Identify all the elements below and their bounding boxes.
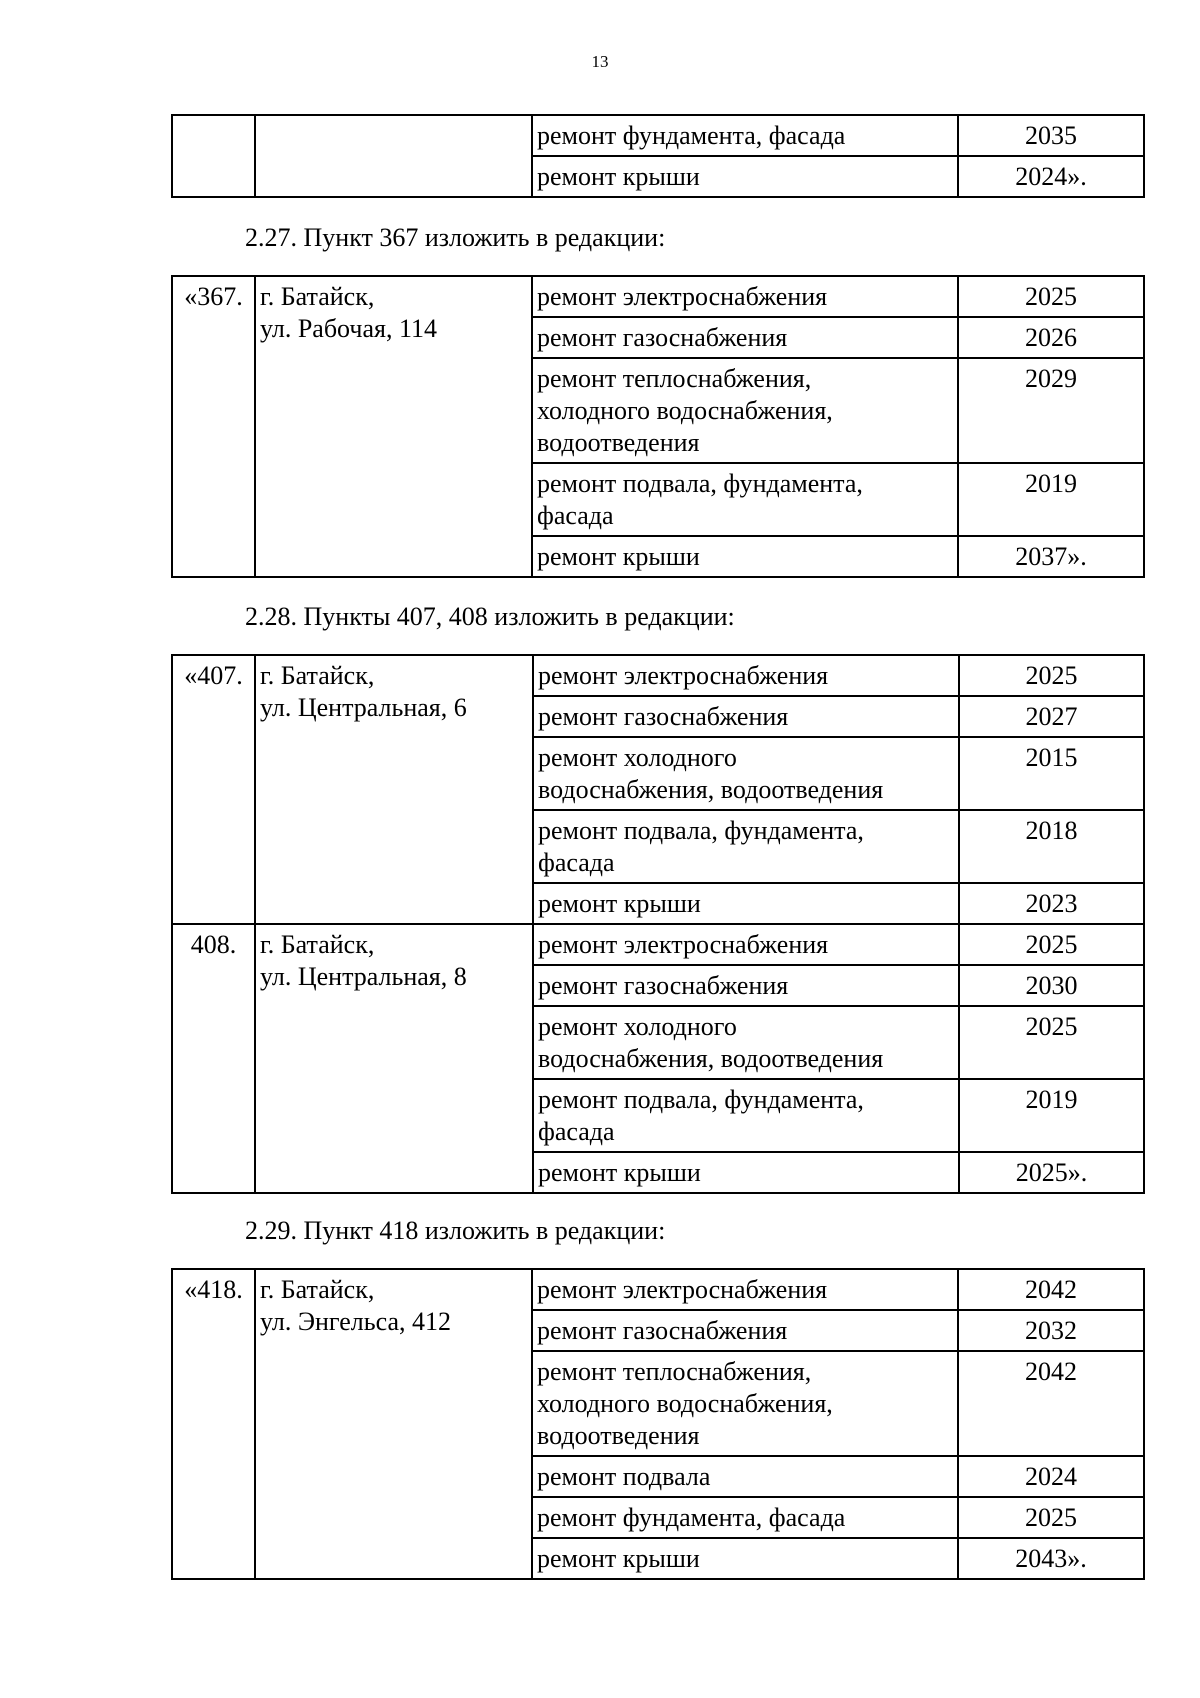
- year-cell: 2030: [959, 965, 1144, 1006]
- item-table-418: [171, 1268, 1145, 1580]
- year-cell: 2024: [958, 1456, 1144, 1497]
- work-cell: ремонт электроснабжения: [532, 1269, 958, 1310]
- work-line: холодного водоснабжения,: [537, 1389, 833, 1418]
- work-line: ремонт подвала, фундамента,: [538, 816, 864, 845]
- year-cell: 2025: [959, 924, 1144, 965]
- year-cell: 2025».: [959, 1152, 1144, 1193]
- year-cell: 2025: [959, 1006, 1144, 1079]
- section-heading-2-29: 2.29. Пункт 418 изложить в редакции:: [245, 1216, 666, 1245]
- work-cell: [533, 1079, 959, 1152]
- work-line: ремонт подвала, фундамента,: [537, 469, 863, 498]
- item-address: [255, 1269, 532, 1579]
- work-cell: [532, 463, 958, 536]
- address-cell: [255, 115, 532, 197]
- year-cell: 2025: [959, 655, 1144, 696]
- year-cell: 2025: [958, 1497, 1144, 1538]
- address-line: г. Батайск,: [260, 661, 375, 690]
- year-cell: 2025: [958, 276, 1144, 317]
- section-heading-2-27: 2.27. Пункт 367 изложить в редакции:: [245, 223, 666, 252]
- page-number: 13: [591, 52, 609, 71]
- year-cell: 2042: [958, 1351, 1144, 1456]
- work-line: ремонт холодного: [538, 743, 737, 772]
- address-line: ул. Центральная, 6: [260, 693, 467, 722]
- work-line: водоотведения: [537, 1421, 700, 1450]
- number-cell: [172, 115, 255, 197]
- work-line: водоотведения: [537, 428, 700, 457]
- work-cell: [532, 1351, 958, 1456]
- work-cell: [533, 737, 959, 810]
- work-cell: ремонт электроснабжения: [533, 924, 959, 965]
- year-cell: 2027: [959, 696, 1144, 737]
- address-line: ул. Рабочая, 114: [260, 314, 437, 343]
- year-cell: 2024».: [958, 156, 1144, 197]
- year-cell: 2019: [958, 463, 1144, 536]
- work-cell: [532, 358, 958, 463]
- address-line: ул. Центральная, 8: [260, 962, 467, 991]
- work-cell: [533, 810, 959, 883]
- year-cell: 2026: [958, 317, 1144, 358]
- work-cell: [533, 1006, 959, 1079]
- work-cell: ремонт крыши: [532, 536, 958, 577]
- work-cell: ремонт фундамента, фасада: [532, 1497, 958, 1538]
- year-cell: 2029: [958, 358, 1144, 463]
- work-cell: ремонт электроснабжения: [533, 655, 959, 696]
- work-cell: ремонт подвала: [532, 1456, 958, 1497]
- work-line: водоснабжения, водоотведения: [538, 775, 884, 804]
- address-line: г. Батайск,: [260, 282, 375, 311]
- year-cell: 2035: [958, 115, 1144, 156]
- work-line: холодного водоснабжения,: [537, 396, 833, 425]
- table-row: [172, 115, 1144, 156]
- year-cell: 2019: [959, 1079, 1144, 1152]
- table-row: [172, 276, 1144, 317]
- item-table-367: [171, 275, 1145, 578]
- work-line: ремонт теплоснабжения,: [537, 1357, 812, 1386]
- work-cell: ремонт крыши: [533, 1152, 959, 1193]
- table-row: [172, 655, 1144, 696]
- work-cell: ремонт газоснабжения: [533, 965, 959, 1006]
- item-address: [255, 276, 532, 577]
- year-cell: 2015: [959, 737, 1144, 810]
- address-line: ул. Энгельса, 412: [260, 1307, 452, 1336]
- item-address: [255, 655, 533, 924]
- work-cell: ремонт газоснабжения: [532, 1310, 958, 1351]
- work-cell: ремонт крыши: [532, 1538, 958, 1579]
- work-cell: ремонт крыши: [533, 883, 959, 924]
- work-line: фасада: [538, 848, 615, 877]
- section-heading-2-28: 2.28. Пункты 407, 408 изложить в редакции:: [245, 602, 735, 631]
- item-address: [255, 924, 533, 1193]
- continuation-table: [171, 114, 1145, 198]
- item-number: 408.: [172, 924, 255, 1193]
- table-row: [172, 924, 1144, 965]
- work-cell: ремонт электроснабжения: [532, 276, 958, 317]
- year-cell: 2032: [958, 1310, 1144, 1351]
- item-number: «418.: [172, 1269, 255, 1579]
- table-row: [172, 1269, 1144, 1310]
- work-cell: ремонт фундамента, фасада: [532, 115, 958, 156]
- address-line: г. Батайск,: [260, 1275, 375, 1304]
- item-table-407-408: [171, 654, 1145, 1194]
- year-cell: 2042: [958, 1269, 1144, 1310]
- year-cell: 2023: [959, 883, 1144, 924]
- work-cell: ремонт крыши: [532, 156, 958, 197]
- year-cell: 2018: [959, 810, 1144, 883]
- work-cell: ремонт газоснабжения: [532, 317, 958, 358]
- item-number: «367.: [172, 276, 255, 577]
- work-cell: ремонт газоснабжения: [533, 696, 959, 737]
- year-cell: 2043».: [958, 1538, 1144, 1579]
- work-line: фасада: [537, 501, 614, 530]
- work-line: ремонт холодного: [538, 1012, 737, 1041]
- work-line: водоснабжения, водоотведения: [538, 1044, 884, 1073]
- work-line: фасада: [538, 1117, 615, 1146]
- work-line: ремонт подвала, фундамента,: [538, 1085, 864, 1114]
- address-line: г. Батайск,: [260, 930, 375, 959]
- work-line: ремонт теплоснабжения,: [537, 364, 812, 393]
- year-cell: 2037».: [958, 536, 1144, 577]
- item-number: «407.: [172, 655, 255, 924]
